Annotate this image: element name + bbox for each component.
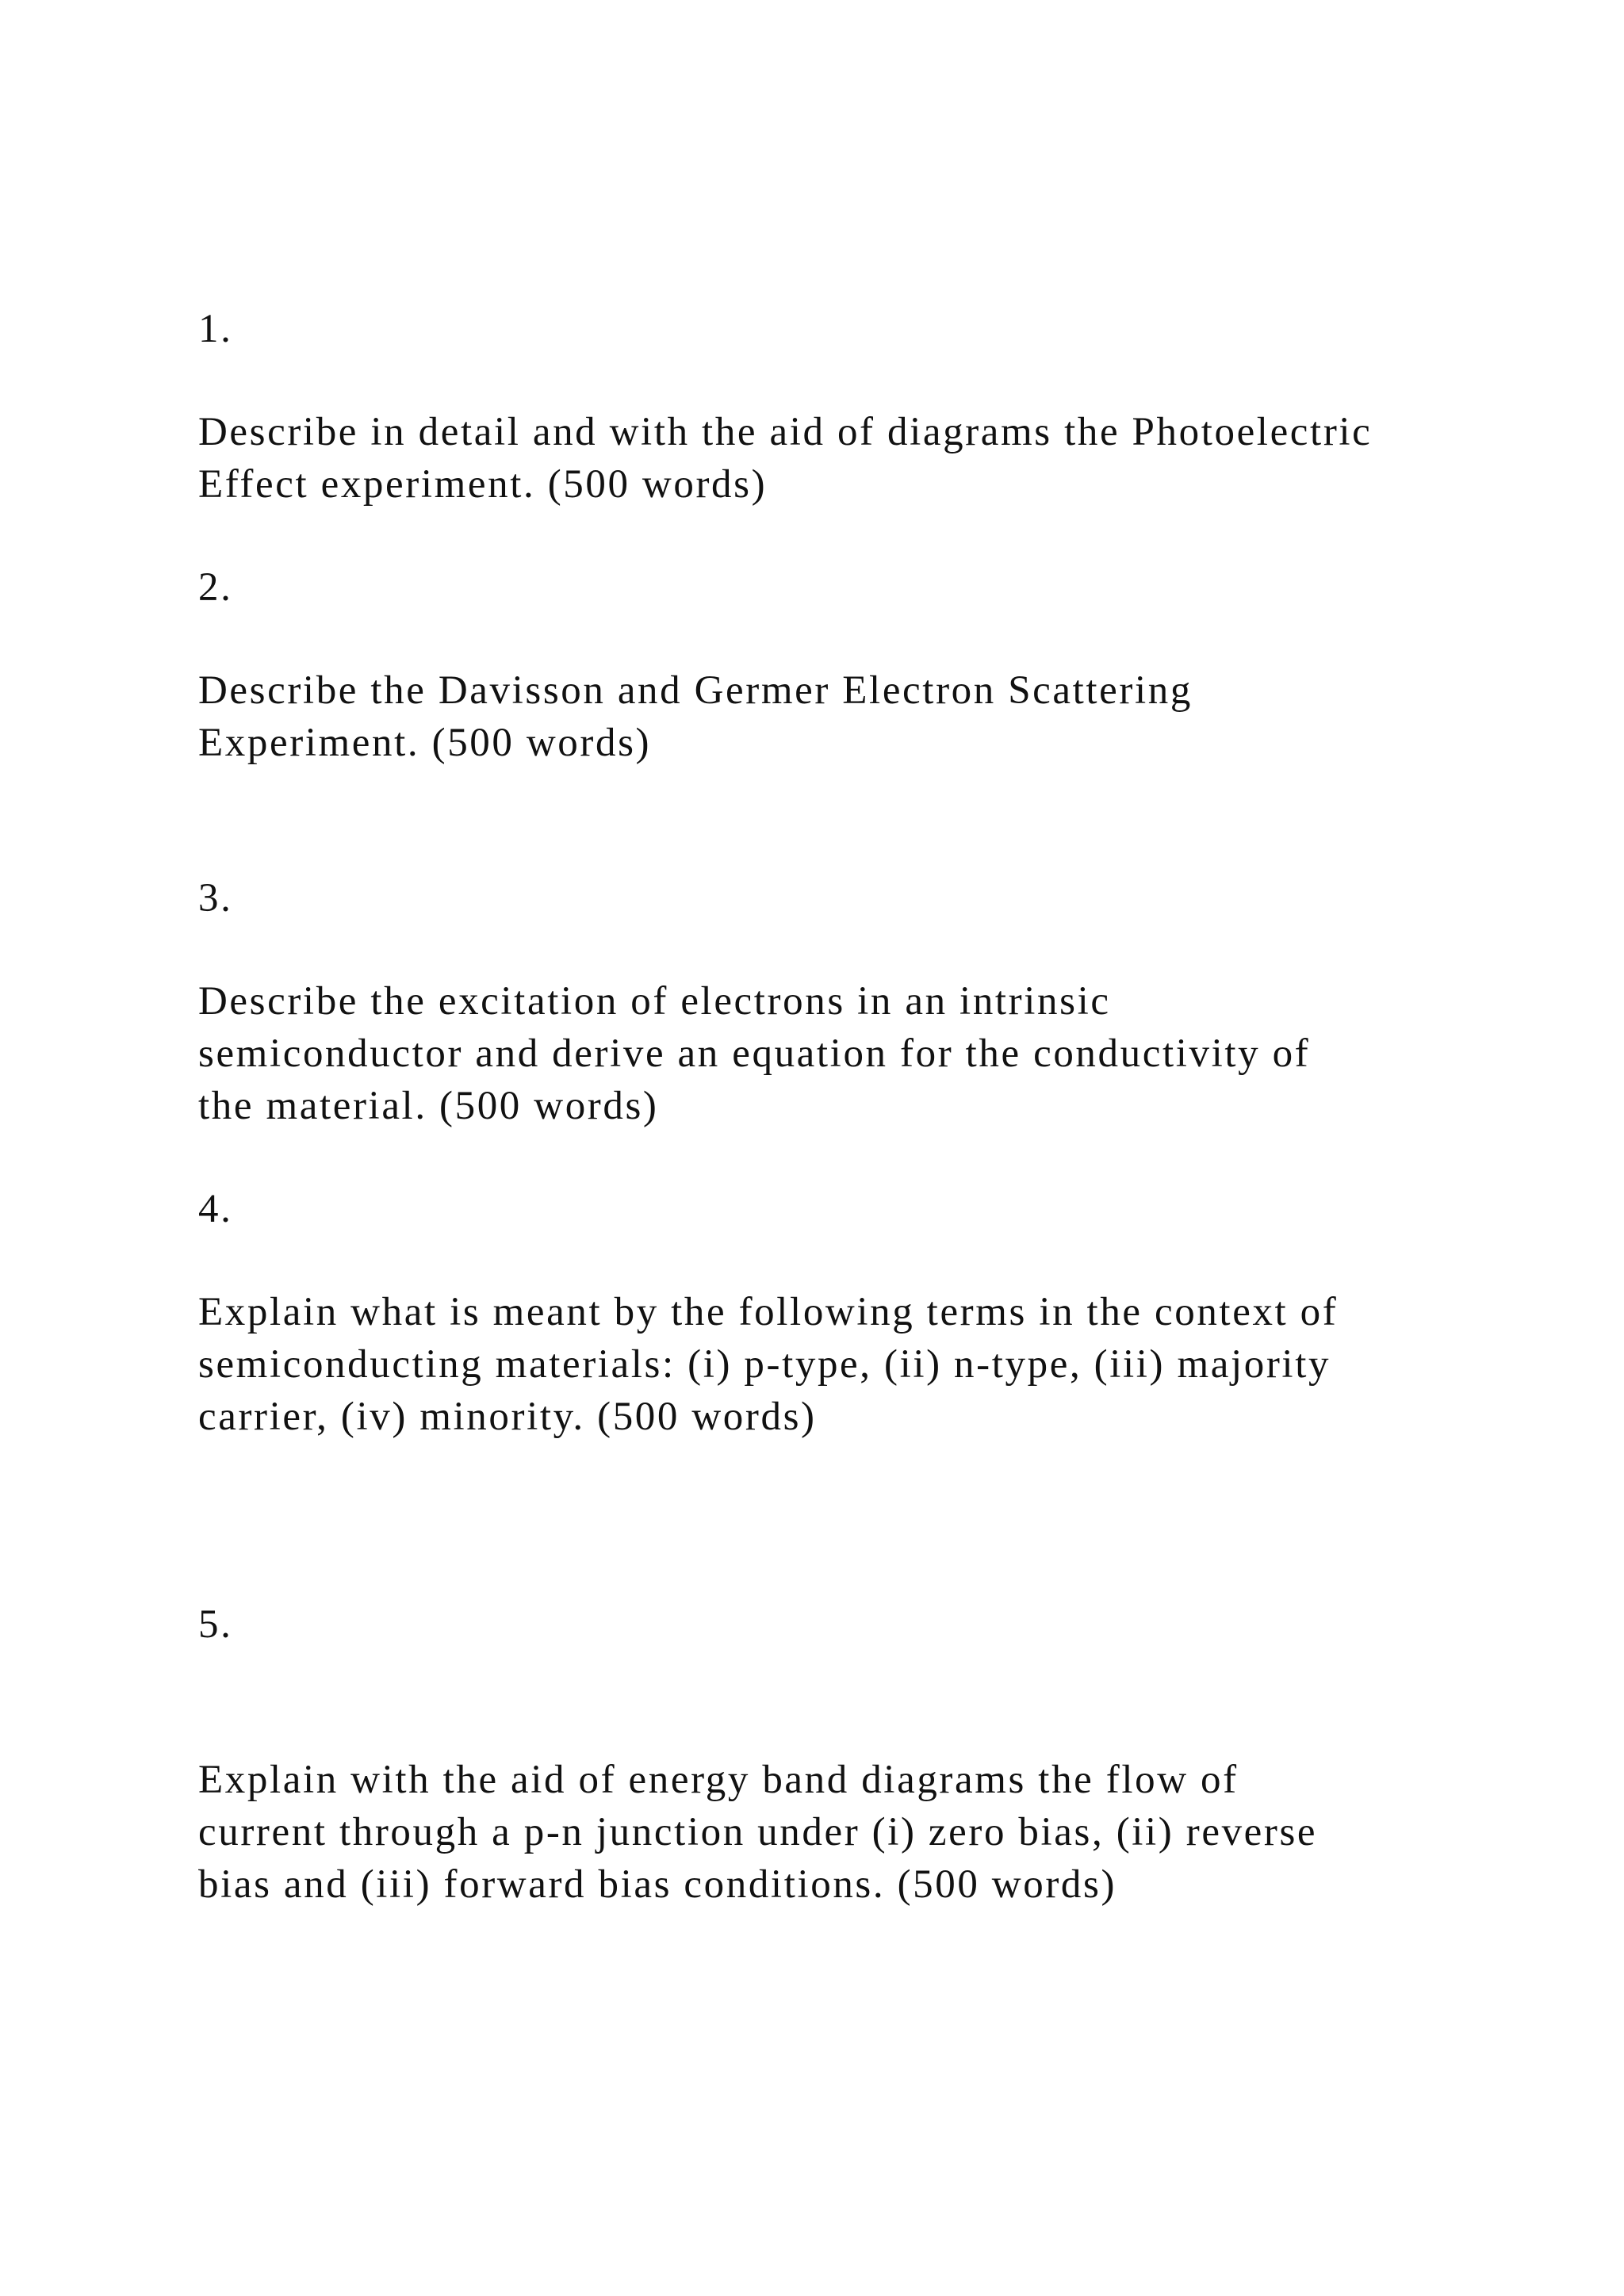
question-5 <box>198 1598 1467 1911</box>
question-list <box>198 303 1467 1911</box>
question-text <box>198 1754 1467 1911</box>
question-number: 5. <box>198 1602 233 1647</box>
question-text <box>198 664 1467 769</box>
question-line: Effect experiment. (500 words) <box>198 462 768 507</box>
question-number: 3. <box>198 876 233 920</box>
question-line: Explain with the aid of energy band diagrams the flow of <box>198 1758 1239 1802</box>
question-line: Describe in detail and with the aid of diagrams the Photoelectric <box>198 410 1373 454</box>
question-2 <box>198 561 1467 769</box>
question-text <box>198 406 1467 511</box>
question-line: semiconducting materials: (i) p-type, (ii) n-type, (iii) majority <box>198 1342 1331 1387</box>
question-line: bias and (iii) forward bias conditions. (500 words) <box>198 1862 1117 1907</box>
question-3 <box>198 872 1467 1132</box>
question-text <box>198 975 1467 1132</box>
question-line: semiconductor and derive an equation for the conductivity of <box>198 1031 1311 1076</box>
question-1 <box>198 303 1467 511</box>
question-line: Describe the excitation of electrons in an intrinsic <box>198 979 1111 1024</box>
question-number: 2. <box>198 565 233 610</box>
question-line: carrier, (iv) minority. (500 words) <box>198 1395 817 1439</box>
question-number: 1. <box>198 307 233 351</box>
question-line: Describe the Davisson and Germer Electron Scattering <box>198 668 1193 713</box>
question-line: current through a p-n junction under (i) zero bias, (ii) reverse <box>198 1810 1318 1854</box>
question-line: Explain what is meant by the following terms in the context of <box>198 1290 1339 1334</box>
question-4 <box>198 1183 1467 1443</box>
question-number: 4. <box>198 1187 233 1231</box>
question-line: the material. (500 words) <box>198 1084 659 1128</box>
question-text <box>198 1286 1467 1443</box>
question-line: Experiment. (500 words) <box>198 721 652 765</box>
